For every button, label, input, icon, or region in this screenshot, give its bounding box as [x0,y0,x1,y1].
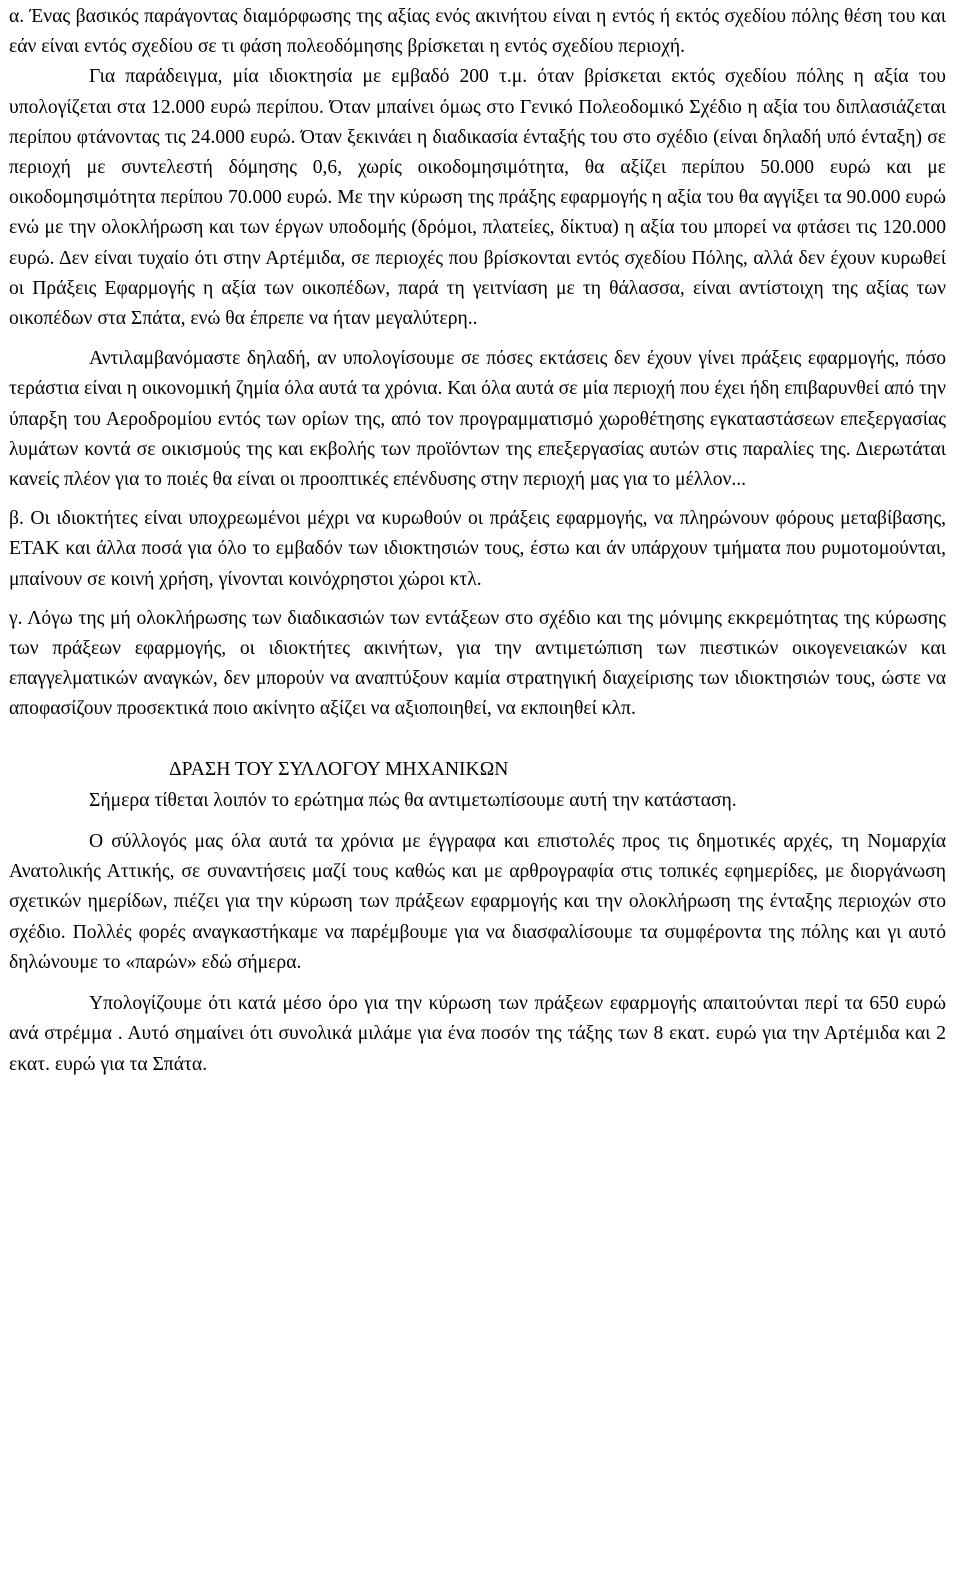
section-heading: ΔΡΑΣΗ ΤΟΥ ΣΥΛΛΟΓΟΥ ΜΗΧΑΝΙΚΩΝ [169,758,509,780]
paragraph-understand: Αντιλαμβανόμαστε δηλαδή, αν υπολογίσουμε σε πόσες εκτάσεις δεν έχουν γίνει πράξεις εφαρμογής, πόσο τεράστια είναι η οικονομική ζημία όλα αυτά τα χρόνια. Και όλα αυτά σε μία περιοχή που έχει ήδη επιβαρυνθεί από την ύπαρξη του Αεροδρομίου εντός των ορίων της, από τον προγραμματισμό χωροθέτησης εγκαταστάσεων επεξεργασίας λυμάτων κοντά σε οικισμούς της και εκβολής των προϊόντων της επεξεργασίας αυτών στις παραλίες της. Διερωτάται κανείς πλέον για το ποιές θα είναι οι προοπτικές επένδυσης στην περιοχή μας για το μέλλον... [9,348,946,491]
paragraph-today: Σήμερα τίθεται λοιπόν το ερώτημα πώς θα αντιμετωπίσουμε αυτή την κατάσταση. [89,789,737,811]
paragraph-association: Ο σύλλογός μας όλα αυτά τα χρόνια με έγγραφα και επιστολές προς τις δημοτικές αρχές, τη Νομαρχία Ανατολικής Αττικής, σε συναντήσεις μαζί τους καθώς και με αρθρογραφία στις τοπικές εφημερίδες, με διοργάνωση σχετικών ημερίδων, πιέζει για την κύρωση των πράξεων εφαρμογής και την ολοκλήρωση της ένταξης περιοχών στο σχέδιο. Πολλές φορές αναγκαστήκαμε να παρέμβουμε για να διασφαλίσουμε τα συμφέροντα της πόλης και γι αυτό δηλώνουμε το «παρών» εδώ σήμερα. [9,831,946,973]
paragraph-example: Για παράδειγμα, μία ιδιοκτησία με εμβαδό 200 τ.μ. όταν βρίσκεται εκτός σχεδίου πόλης η αξία του υπολογίζεται στα 12.000 ευρώ περίπου. Όταν μπαίνει όμως στο Γενικό Πολεοδομικό Σχέδιο η αξία του διπλασιάζεται περίπου φτάνοντας τις 24.000 ευρώ. Όταν ξεκινάει η διαδικασία ένταξής του στο σχέδιο (είναι δηλαδή υπό ένταξη) σε περιοχή με συντελεστή δόμησης 0,6, χωρίς οικοδομησιμότητα, θα αξίζει περίπου 50.000 ευρώ και με οικοδομησιμότητα περίπου 70.000 ευρώ. Με την κύρωση της πράξης εφαρμογής η αξία του θα αγγίξει τα 90.000 ευρώ ενώ με την ολοκλήρωση και των έργων υποδομής (δρόμοι, πλατείες, δίκτυα) η αξία του μπορεί να φτάσει τις 120.000 ευρώ. Δεν είναι τυχαίο ότι στην Αρτέμιδα, σε περιοχές που βρίσκονται εντός σχεδίου Πόλης, αλλά δεν έχουν κυρωθεί οι Πράξεις Εφαρμογής η αξία των οικοπέδων, παρά τη γειτνίαση με τη θάλασσα, είναι αντίστοιχη της αξίας των οικοπέδων στα Σπάτα, ενώ θα έπρεπε να ήταν μεγαλύτερη.. [9,66,946,330]
document-page [9,2,946,1080]
paragraph-b: β. Οι ιδιοκτήτες είναι υποχρεωμένοι μέχρι να κυρωθούν οι πράξεις εφαρμογής, να πληρώνουν φόρους μεταβίβασης, ΕΤΑΚ και άλλα ποσά για όλο το εμβαδόν των ιδιοκτησιών τους, έστω και άν υπάρχουν τμήματα που ρυμοτομούνται, μπαίνουν σε κοινή χρήση, γίνονται κοινόχρηστοι χώροι κτλ. [9,508,946,590]
paragraph-c: γ. Λόγω της μή ολοκλήρωσης των διαδικασιών των εντάξεων στο σχέδιο και της μόνιμης εκκρεμότητας της κύρωσης των πράξεων εφαρμογής, οι ιδιοκτήτες ακινήτων, για την αντιμετώπιση των πιεστικών οικογενειακών και επαγγελματικών αναγκών, δεν μπορούν να αναπτύξουν καμία στρατηγική διαχείρισης των ιδιοκτησιών τους, ώστε να αποφασίζουν προσεκτικά ποιο ακίνητο αξίζει να αξιοποιηθεί, να εκποιηθεί κλπ. [9,607,946,720]
paragraph-a: α. Ένας βασικός παράγοντας διαμόρφωσης της αξίας ενός ακινήτου είναι η εντός ή εκτός σχεδίου πόλης θέση του και εάν είναι εντός σχεδίου σε τι φάση πολεοδόμησης βρίσκεται η εντός σχεδίου περιοχή. [9,6,946,58]
paragraph-calc: Υπολογίζουμε ότι κατά μέσο όρο για την κύρωση των πράξεων εφαρμογής απαιτούνται περί τα 650 ευρώ ανά στρέμμα . Αυτό σημαίνει ότι συνολικά μιλάμε για ένα ποσόν της τάξης των 8 εκατ. ευρώ για την Αρτέμιδα και 2 εκατ. ευρώ για τα Σπάτα. [9,993,946,1075]
